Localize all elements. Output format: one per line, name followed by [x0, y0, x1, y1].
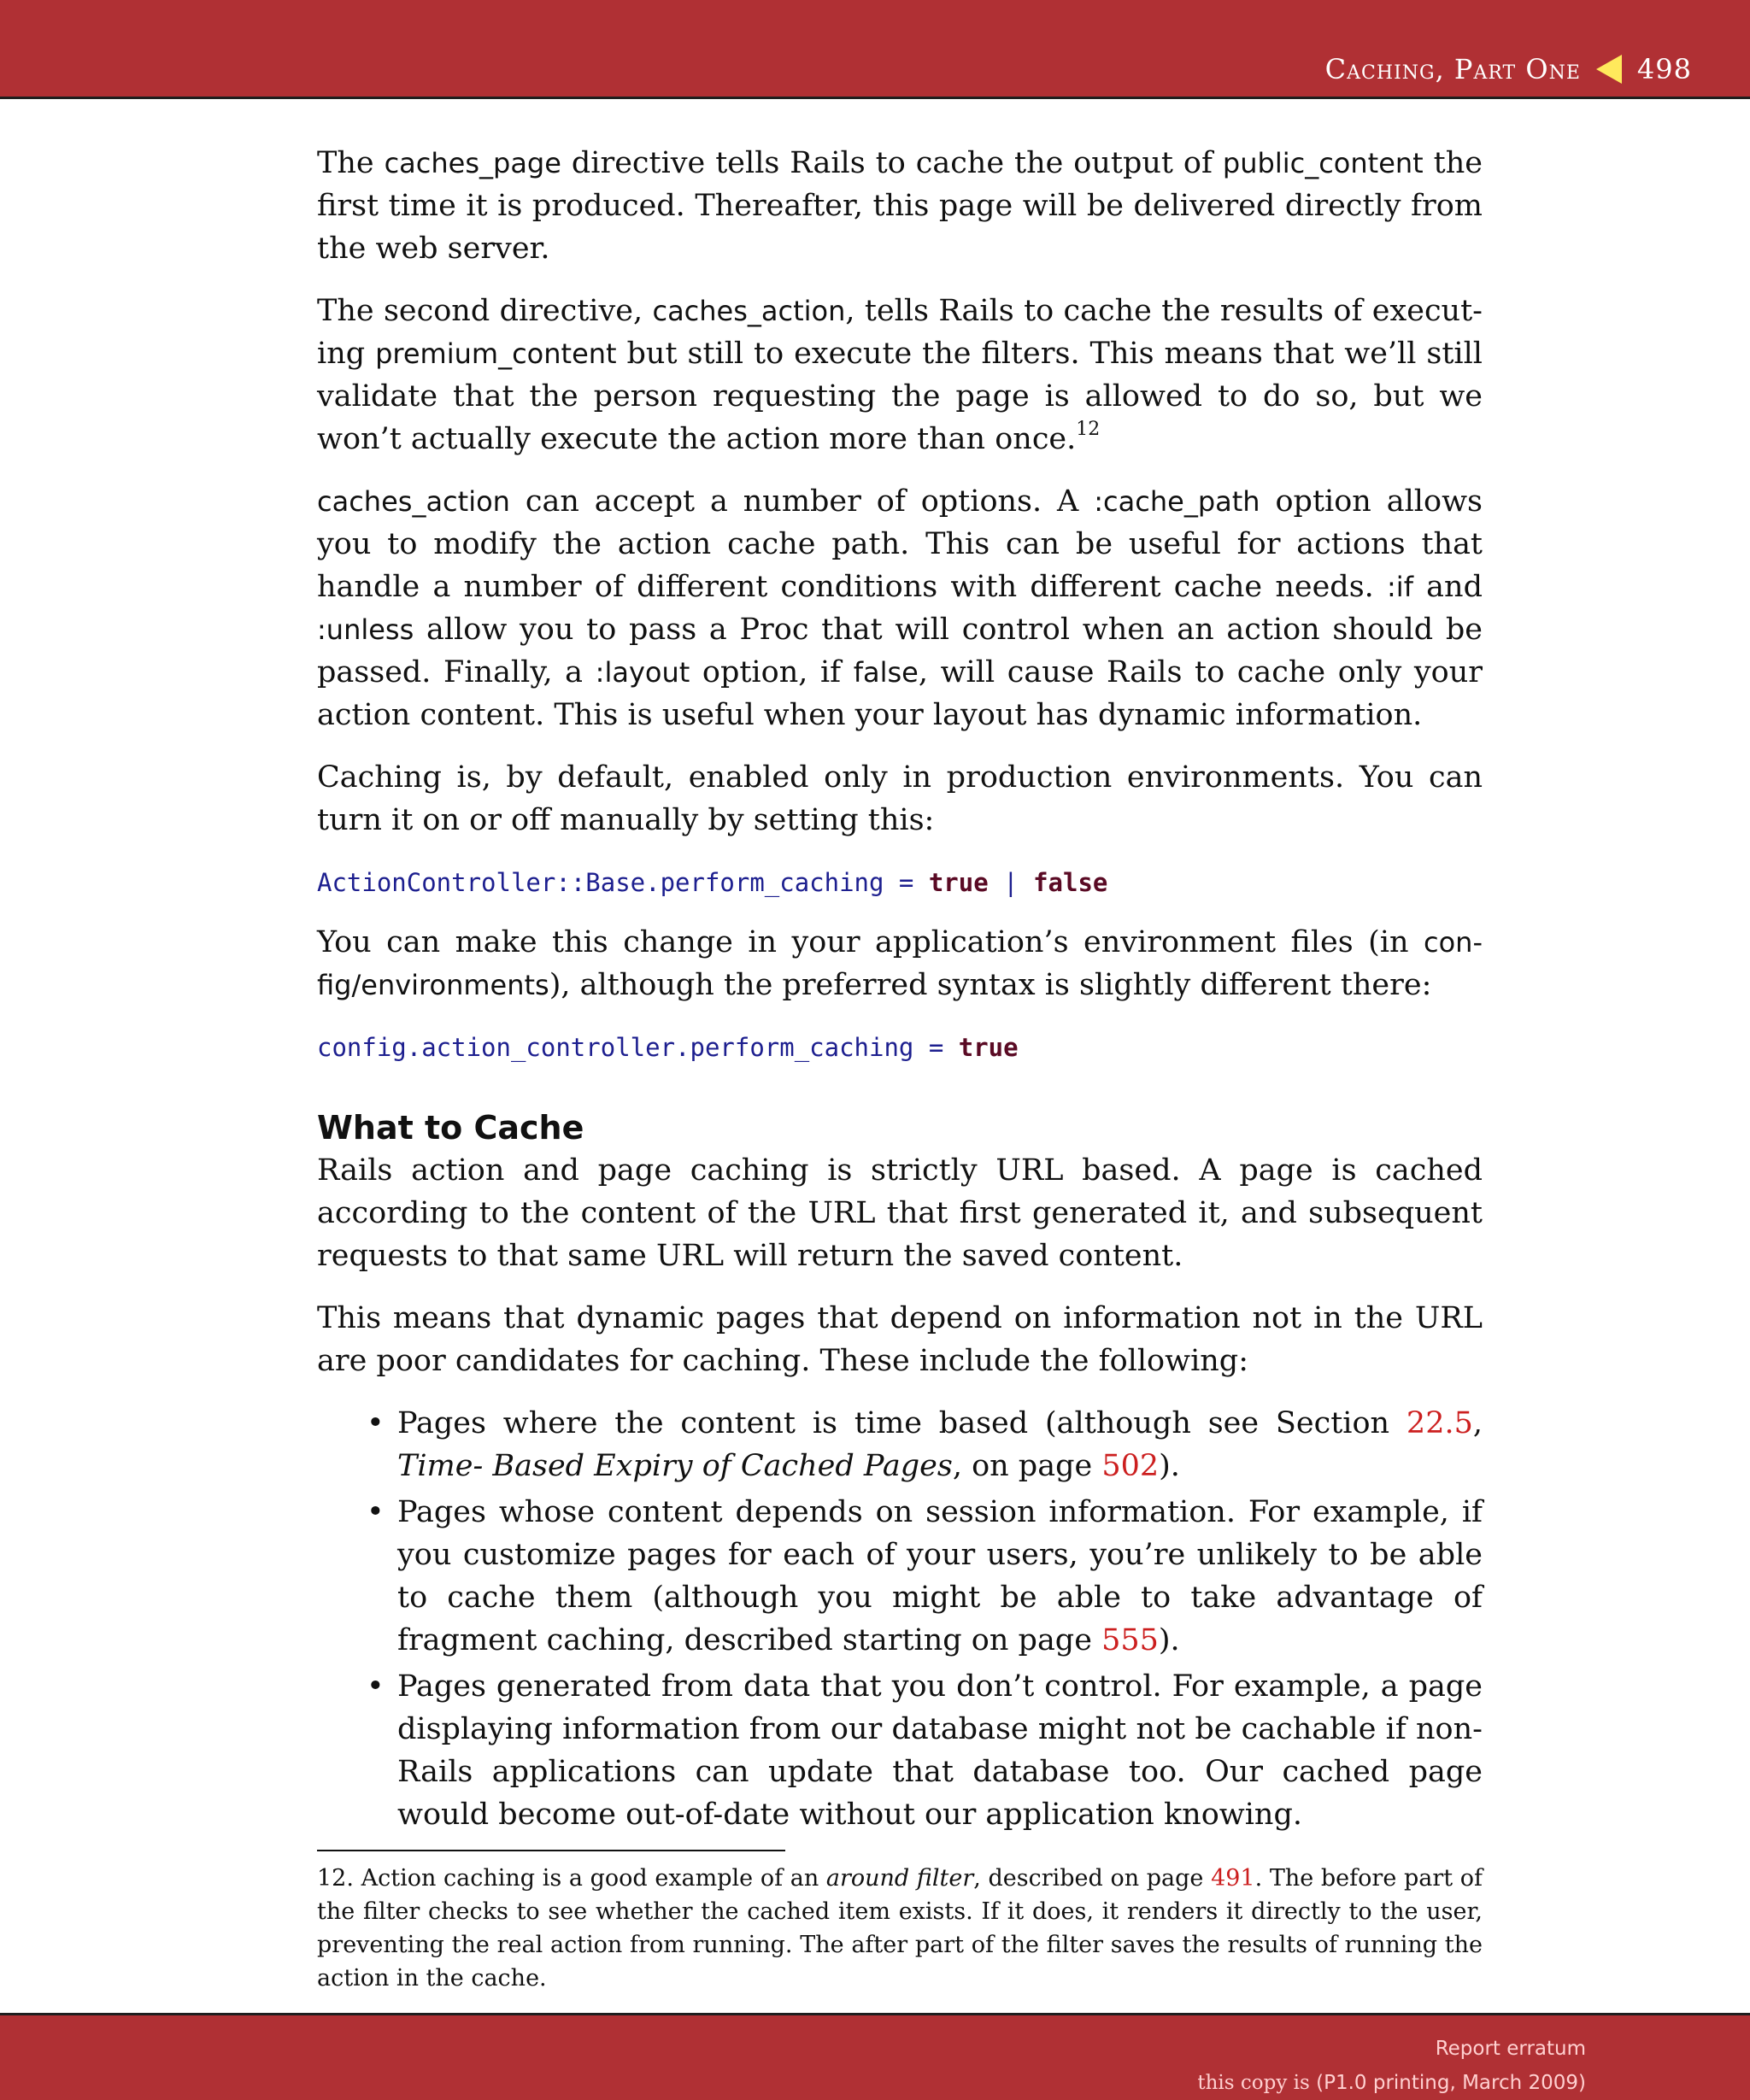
inline-code: caches_page: [384, 147, 561, 179]
inline-code: :if: [1387, 571, 1413, 603]
paragraph: caches_action can accept a number of options. A :cache_path option allows you to modify the action cache path. This can be useful for actions that handle a number of different conditions with different cache needs. :if and :unless allow you to pass a Proc that will control when an action should be passed. Finally, a :layout option, if false, will cause Rails to cache only your action content. This is useful when your layout has dynamic information.: [317, 484, 1483, 732]
list-item: • Pages where the content is time based (although see Section 22.5, Time- Based Expiry of Cached Pages, on page 502).: [317, 1402, 1483, 1487]
report-erratum-link[interactable]: Report erratum: [1435, 2038, 1586, 2060]
inline-code: con- fig/environments: [317, 926, 1483, 1001]
paragraph: You can make this change in your application’s environment files (in con- fig/environments), although the preferred syntax is slightly different there:: [317, 925, 1483, 1002]
page-link[interactable]: 555: [1101, 1623, 1159, 1657]
page-link[interactable]: 502: [1101, 1449, 1160, 1483]
page-number: 498: [1636, 53, 1692, 85]
top-bar: [0, 0, 1750, 99]
bullet-icon: •: [367, 1495, 385, 1529]
bottom-bar: [0, 2013, 1750, 2100]
list-item: • Pages generated from data that you don’t control. For example, a page displaying information from our database might not be cachable if non- Rails applications can update that database too. Our cached page would become out-of-date without our application knowing.: [317, 1665, 1483, 1836]
inline-code: :layout: [595, 656, 690, 689]
previous-page-arrow-icon[interactable]: [1596, 55, 1622, 84]
inline-code: premium_content: [375, 337, 617, 370]
footnote-reference[interactable]: 12: [1076, 419, 1101, 440]
chapter-title: Caching, Part One: [1324, 53, 1581, 85]
paragraph: This means that dynamic pages that depend on information not in the URL are poor candidates for caching. These include the following:: [317, 1301, 1483, 1378]
footnote: 12. Action caching is a good example of an around filter, described on page 491. The before part of the filter checks to see whether the cached item exists. If it does, it renders it directly to the user, preventing the real action from running. The after part of the filter saves the results of running the action in the cache.: [317, 1865, 1483, 1991]
inline-code: :cache_path: [1094, 485, 1260, 518]
inline-code: caches_action: [652, 295, 846, 327]
paragraph: The caches_page directive tells Rails to cache the output of public_content the first time it is produced. Thereafter, this page will be delivered directly from the web server.: [317, 146, 1483, 266]
paragraph: Rails action and page caching is strictly URL based. A page is cached according to the content of the URL that first generated it, and subsequent requests to that same URL will return the saved content.: [317, 1153, 1483, 1273]
code-block: ActionController::Base.perform_caching = true | false: [317, 868, 1108, 897]
running-head: [1325, 53, 1692, 85]
page-link[interactable]: 491: [1211, 1865, 1255, 1892]
paragraph: Caching is, by default, enabled only in production environments. You can turn it on or off manually by setting this:: [317, 760, 1483, 837]
copy-info: this copy is (P1.0 printing, March 2009): [1197, 2072, 1586, 2094]
paragraph: The second directive, caches_action, tells Rails to cache the results of execut- ing premium_content but still to execute the filters. This means that we’ll still validate that the person requesting the page is allowed to do so, but we won’t actually execute the action more than once.$^{12}$: [317, 294, 1483, 456]
inline-code: caches_action: [317, 485, 510, 518]
inline-code: false: [853, 656, 919, 689]
bullet-icon: •: [367, 1669, 385, 1704]
inline-code: :unless: [317, 613, 414, 646]
section-heading: What to Cache: [317, 1109, 584, 1147]
bullet-icon: •: [367, 1406, 385, 1440]
section-link[interactable]: 22.5: [1406, 1406, 1473, 1440]
code-block: config.action_controller.perform_caching = true: [317, 1033, 1019, 1062]
inline-code: public_content: [1222, 147, 1424, 179]
footnote-divider: [317, 1850, 785, 1851]
list-item: • Pages whose content depends on session information. For example, if you customize pages for each of your users, you’re unlikely to be able to cache them (although you might be able to take advantage of fragment caching, described starting on page 555).: [317, 1491, 1483, 1662]
bullet-list: [317, 1402, 1483, 1836]
page-body: [317, 142, 1483, 1995]
